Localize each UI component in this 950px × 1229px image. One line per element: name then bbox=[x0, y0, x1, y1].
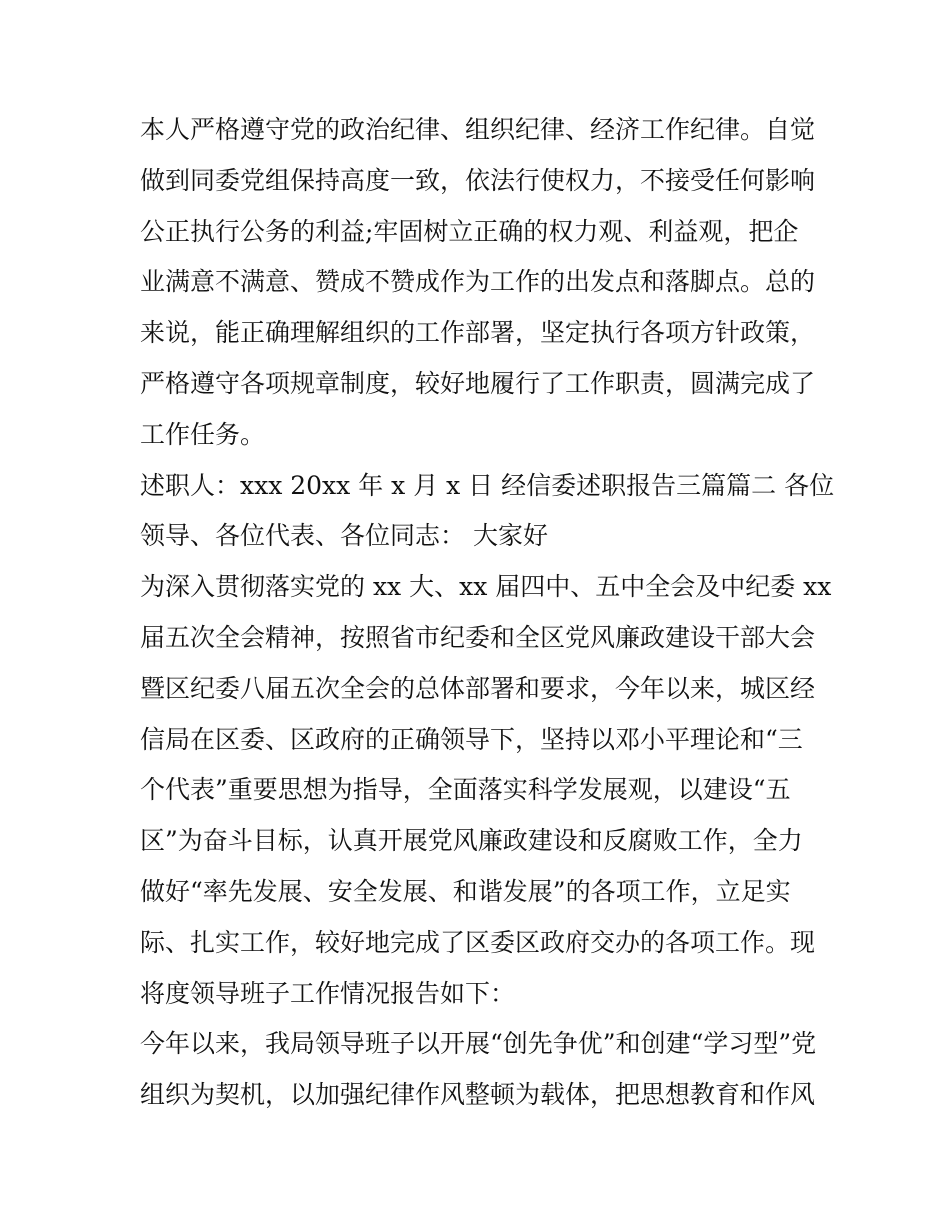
text-line: 来说，能正确理解组织的工作部署，坚定执行各项方针政策， bbox=[140, 318, 816, 348]
text-line: 组织为契机，以加强纪律作风整顿为载体，把思想教育和作风 bbox=[140, 1080, 816, 1110]
text-line: 区”为奋斗目标，认真开展党风廉政建设和反腐败工作，全力 bbox=[140, 826, 803, 856]
text-line: 本人严格遵守党的政治纪律、组织纪律、经济工作纪律。自觉 bbox=[140, 115, 816, 144]
text-line: 做好“率先发展、安全发展、和谐发展”的各项工作，立足实 bbox=[140, 876, 791, 906]
text-line: 暨区纪委八届五次全会的总体部署和要求，今年以来，城区经 bbox=[140, 673, 816, 703]
text-line: 信局在区委、区政府的正确领导下，坚持以邓小平理论和“三 bbox=[140, 724, 803, 754]
text-line: 为深入贯彻落实党的 xx 大、xx 届四中、五中全会及中纪委 xx bbox=[140, 572, 832, 602]
text-line: 严格遵守各项规章制度，较好地履行了工作职责，圆满完成了 bbox=[140, 368, 816, 398]
text-line: 业满意不满意、赞成不赞成作为工作的出发点和落脚点。总的 bbox=[140, 267, 816, 297]
text-line: 做到同委党组保持高度一致，依法行使权力，不接受任何影响 bbox=[140, 165, 816, 195]
text-line: 工作任务。 bbox=[140, 419, 266, 449]
text-line: 领导、各位代表、各位同志： 大家好 bbox=[140, 521, 548, 551]
text-line: 述职人：xxx 20xx 年 x 月 x 日 经信委述职报告三篇篇二 各位 bbox=[140, 470, 835, 500]
text-line: 公正执行公务的利益;牢固树立正确的权力观、利益观，把企 bbox=[140, 216, 799, 246]
text-line: 际、扎实工作，较好地完成了区委区政府交办的各项工作。现 bbox=[140, 927, 816, 957]
text-line: 个代表”重要思想为指导，全面落实科学发展观，以建设“五 bbox=[140, 775, 791, 805]
text-line: 将度领导班子工作情况报告如下： bbox=[140, 978, 516, 1008]
text-line: 今年以来，我局领导班子以开展“创先争优”和创建“学习型”党 bbox=[140, 1029, 817, 1059]
text-line: 届五次全会精神，按照省市纪委和全区党风廉政建设干部大会 bbox=[140, 622, 816, 652]
document-body bbox=[140, 105, 835, 1121]
